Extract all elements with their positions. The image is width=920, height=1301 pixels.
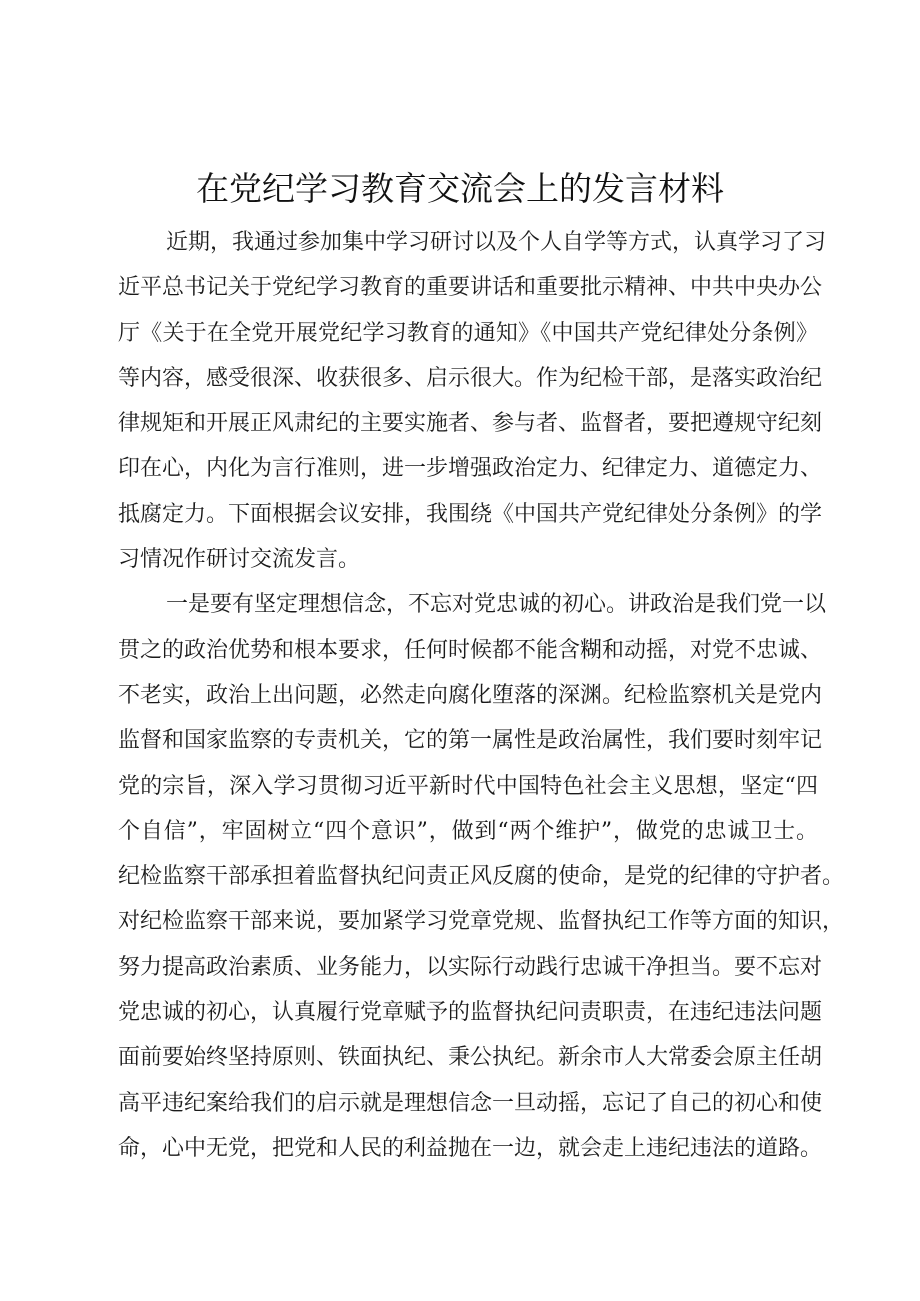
text-line: 个自信”，牢固树立“四个意识”，做到“两个维护”，做党的忠诚卫士。 xyxy=(118,818,818,844)
text-line: 一是要有坚定理想信念，不忘对党忠诚的初心。讲政治是我们党一以 xyxy=(166,592,827,618)
document-body xyxy=(118,220,845,1171)
text-line: 努力提高政治素质、业务能力，以实际行动践行忠诚干净担当。要不忘对 xyxy=(118,954,823,980)
text-line: 等内容，感受很深、收获很多、启示很大。作为纪检干部，是落实政治纪 xyxy=(118,365,823,391)
text-line: 党忠诚的初心，认真履行党章赋予的监督执纪问责职责，在违纪违法问题 xyxy=(118,1000,823,1026)
text-line: 律规矩和开展正风肃纪的主要实施者、参与者、监督者，要把遵规守纪刻 xyxy=(118,411,823,437)
paragraph-point-one xyxy=(118,582,845,1171)
text-line: 对纪检监察干部来说，要加紧学习党章党规、监督执纪工作等方面的知识， xyxy=(118,909,845,935)
text-line: 厅《关于在全党开展党纪学习教育的通知》《中国共产党纪律处分条例》 xyxy=(118,320,818,346)
text-line: 印在心，内化为言行准则，进一步增强政治定力、纪律定力、道德定力、 xyxy=(118,456,823,482)
document-title: 在党纪学习教育交流会上的发言材料 xyxy=(196,169,724,208)
paragraph-intro xyxy=(118,220,827,582)
text-line: 党的宗旨，深入学习贯彻习近平新时代中国特色社会主义思想，坚定“四 xyxy=(118,773,818,799)
text-line: 不老实，政治上出问题，必然走向腐化堕落的深渊。纪检监察机关是党内 xyxy=(118,682,823,708)
text-line: 抵腐定力。下面根据会议安排，我围绕《中国共产党纪律处分条例》的学 xyxy=(118,501,823,527)
text-line: 纪检监察干部承担着监督执纪问责正风反腐的使命，是党的纪律的守护者。 xyxy=(118,864,845,890)
text-line: 命，心中无党，把党和人民的利益抛在一边，就会走上违纪违法的道路。 xyxy=(118,1135,823,1161)
text-line: 监督和国家监察的专责机关，它的第一属性是政治属性，我们要时刻牢记 xyxy=(118,728,823,754)
text-line: 习情况作研讨交流发言。 xyxy=(118,547,361,573)
text-line: 近期，我通过参加集中学习研讨以及个人自学等方式，认真学习了习 xyxy=(166,230,827,255)
text-line: 近平总书记关于党纪学习教育的重要讲话和重要批示精神、中共中央办公 xyxy=(118,275,823,301)
text-line: 面前要始终坚持原则、铁面执纪、秉公执纪。新余市人大常委会原主任胡 xyxy=(118,1045,823,1071)
text-line: 贯之的政治优势和根本要求，任何时候都不能含糊和动摇，对党不忠诚、 xyxy=(118,637,823,663)
text-line: 高平违纪案给我们的启示就是理想信念一旦动摇，忘记了自己的初心和使 xyxy=(118,1090,823,1116)
